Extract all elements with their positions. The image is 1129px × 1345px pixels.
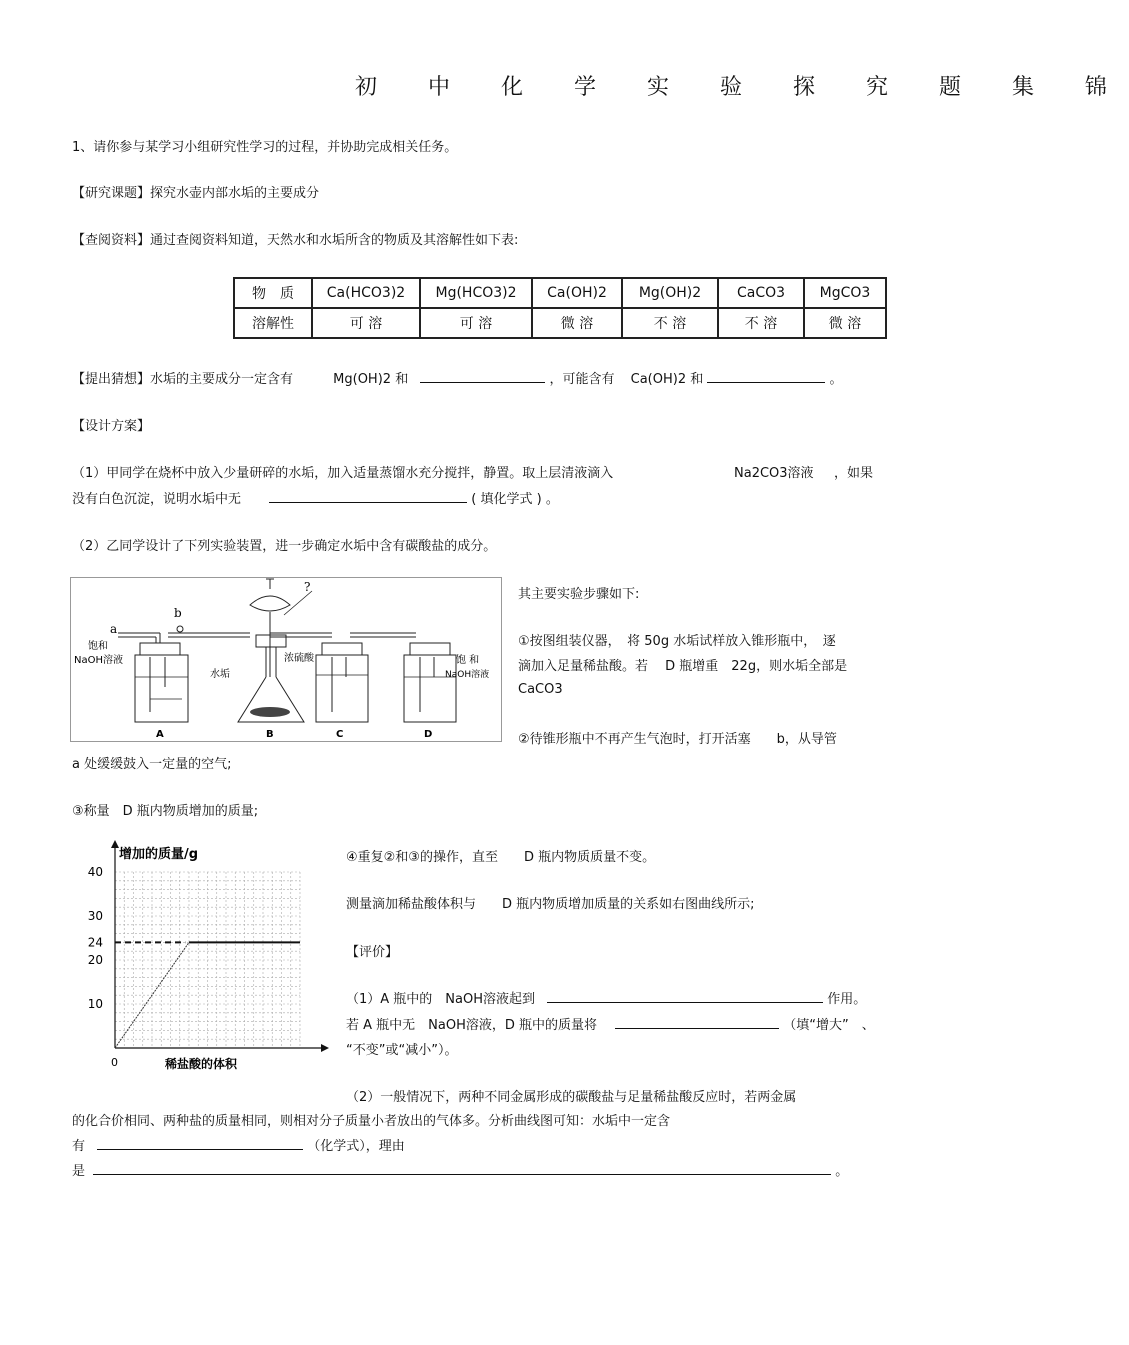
table-cell: 微 溶 (532, 308, 622, 338)
table-cell: CaCO3 (718, 278, 804, 308)
steps-title: 其主要实验步骤如下: (518, 587, 640, 602)
step-d: ④重复②和③的操作，直至 D 瓶内物质质量不变。 (346, 850, 656, 865)
eval1-suffix: 作用。 (827, 992, 867, 1007)
answer-blank-2[interactable] (707, 368, 825, 383)
table-cell: Ca(HCO3)2 (312, 278, 420, 308)
step1-tail: ，如果 (834, 466, 874, 481)
eval2-line2: 的化合价相同、两种盐的质量相同，则相对分子质量小者放出的气体多。分析曲线图可知：水垢中一定含 (72, 1114, 671, 1129)
step-c: ③称量 D 瓶内物质增加的质量; (72, 804, 259, 819)
eval1b-line (346, 1014, 875, 1033)
and-text: 和 (690, 372, 704, 387)
table-cell: MgCO3 (804, 278, 886, 308)
hypothesis-mid: ，可能含有 (549, 372, 615, 387)
label-scale: 水垢 (210, 669, 230, 680)
y-tick-label: 24 (87, 935, 103, 950)
origin-label: 0 (111, 1056, 118, 1069)
label-naoh-d: NaOH溶液 (445, 670, 490, 680)
y-tick-label: 30 (87, 909, 103, 923)
formula-caoh2: Ca(OH)2 (630, 372, 687, 387)
bottle-b-label: B (266, 729, 274, 740)
period: 。 (829, 372, 843, 387)
measure-text: 测量滴加稀盐酸体积与 D 瓶内物质增加质量的关系如右图曲线所示; (346, 897, 755, 912)
step2-text: （2）乙同学设计了下列实验装置，进一步确定水垢中含有碳酸盐的成分。 (72, 539, 497, 554)
x-axis-arrow (321, 1044, 329, 1052)
y-axis-label: 增加的质量/g (119, 847, 199, 862)
x-axis-label: 稀盐酸的体积 (165, 1057, 238, 1071)
eval1-prefix: （1）A 瓶中的 NaOH溶液起到 (346, 992, 535, 1007)
answer-blank-6[interactable] (97, 1135, 303, 1150)
eval2-line4-suffix: 。 (835, 1164, 849, 1179)
mass-chart (75, 838, 335, 1074)
label-b: b (174, 606, 182, 620)
eval2-line3-suffix: （化学式），理由 (307, 1139, 405, 1154)
page-title: 初 中 化 学 实 验 探 究 题 集 锦 (355, 75, 1129, 100)
table-row (234, 278, 886, 308)
label-saturated-d: 饱 和 (456, 655, 480, 666)
step-a-line2: 滴加入足量稀盐酸。若 D 瓶增重 22g，则水垢全部是 (518, 659, 848, 674)
step-a-line3: CaCO3 (518, 682, 563, 697)
table-cell: 可 溶 (420, 308, 532, 338)
eval1-line (346, 988, 866, 1007)
table-cell: 可 溶 (312, 308, 420, 338)
table-row (234, 308, 886, 338)
answer-blank-1[interactable] (420, 368, 545, 383)
and-text: 和 (395, 372, 409, 387)
chart-grid (115, 872, 300, 1048)
table-cell: Mg(HCO3)2 (420, 278, 532, 308)
table-cell: 不 溶 (718, 308, 804, 338)
step1-line2-suffix: ( 填化学式 ) 。 (471, 492, 559, 507)
reference-text: 【查阅资料】通过查阅资料知道，天然水和水垢所含的物质及其溶解性如下表: (72, 233, 519, 248)
step1-line2-prefix: 没有白色沉淀，说明水垢中无 (72, 492, 242, 507)
research-topic: 【研究课题】探究水壶内部水垢的主要成分 (72, 186, 320, 201)
answer-blank-5[interactable] (615, 1014, 779, 1029)
formula-mgoh2: Mg(OH)2 (333, 372, 392, 387)
step-b-line1: ②待锥形瓶中不再产生气泡时，打开活塞 b，从导管 (518, 732, 837, 747)
bottle-a-label: A (156, 729, 164, 740)
y-tick-label: 10 (87, 997, 103, 1011)
step-b-line2: a 处缓缓鼓入一定量的空气; (72, 757, 232, 772)
eval1b-suffix: （填“增大” 、 (783, 1018, 875, 1033)
bottle-d-label: D (424, 729, 433, 740)
apparatus-diagram (70, 577, 502, 742)
step-a-line1: ①按图组装仪器， 将 50g 水垢试样放入锥形瓶中， 逐 (518, 634, 836, 649)
y-tick-label: 20 (87, 953, 103, 967)
label-h2so4: 浓硫酸 (284, 653, 314, 664)
table-cell: Ca(OH)2 (532, 278, 622, 308)
eval1b-prefix: 若 A 瓶中无 NaOH溶液，D 瓶中的质量将 (346, 1018, 597, 1033)
label-naoh-a: NaOH溶液 (74, 655, 123, 666)
step1-line1: （1）甲同学在烧杯中放入少量研碎的水垢，加入适量蒸馏水充分搅拌，静置。取上层清液滴入 (72, 466, 614, 481)
question-intro: 1、请你参与某学习小组研究性学习的过程，并协助完成相关任务。 (72, 140, 458, 155)
table-row-label: 溶解性 (234, 308, 312, 338)
label-saturated: 饱和 (88, 641, 108, 652)
step1-reagent: Na2CO3溶液 (734, 466, 814, 481)
answer-blank-3[interactable] (269, 488, 467, 503)
table-cell: 微 溶 (804, 308, 886, 338)
hypothesis-prefix: 【提出猜想】水垢的主要成分一定含有 (72, 372, 294, 387)
hypothesis-line (72, 368, 843, 387)
eval2-line3 (72, 1135, 405, 1154)
evaluation-heading: 【评价】 (346, 945, 399, 960)
y-axis-arrow (111, 840, 119, 848)
eval2-line3-prefix: 有 (72, 1139, 86, 1154)
table-cell: Mg(OH)2 (622, 278, 718, 308)
solubility-table (233, 277, 887, 339)
answer-blank-7[interactable] (93, 1160, 831, 1175)
y-tick-label: 40 (87, 865, 103, 879)
design-heading: 【设计方案】 (72, 419, 151, 434)
answer-blank-4[interactable] (547, 988, 823, 1003)
step1-line2 (72, 488, 559, 507)
table-cell: 不 溶 (622, 308, 718, 338)
eval2-line4 (72, 1160, 848, 1179)
label-a: a (110, 622, 118, 636)
eval2-line4-prefix: 是 (72, 1164, 86, 1179)
table-header-label: 物 质 (234, 278, 312, 308)
eval1c-line: “不变”或“减小”）。 (346, 1043, 458, 1058)
bottle-c-label: C (336, 729, 344, 740)
label-question: ? (304, 580, 311, 594)
eval2-line1: （2）一般情况下，两种不同金属形成的碳酸盐与足量稀盐酸反应时，若两金属 (346, 1090, 797, 1105)
